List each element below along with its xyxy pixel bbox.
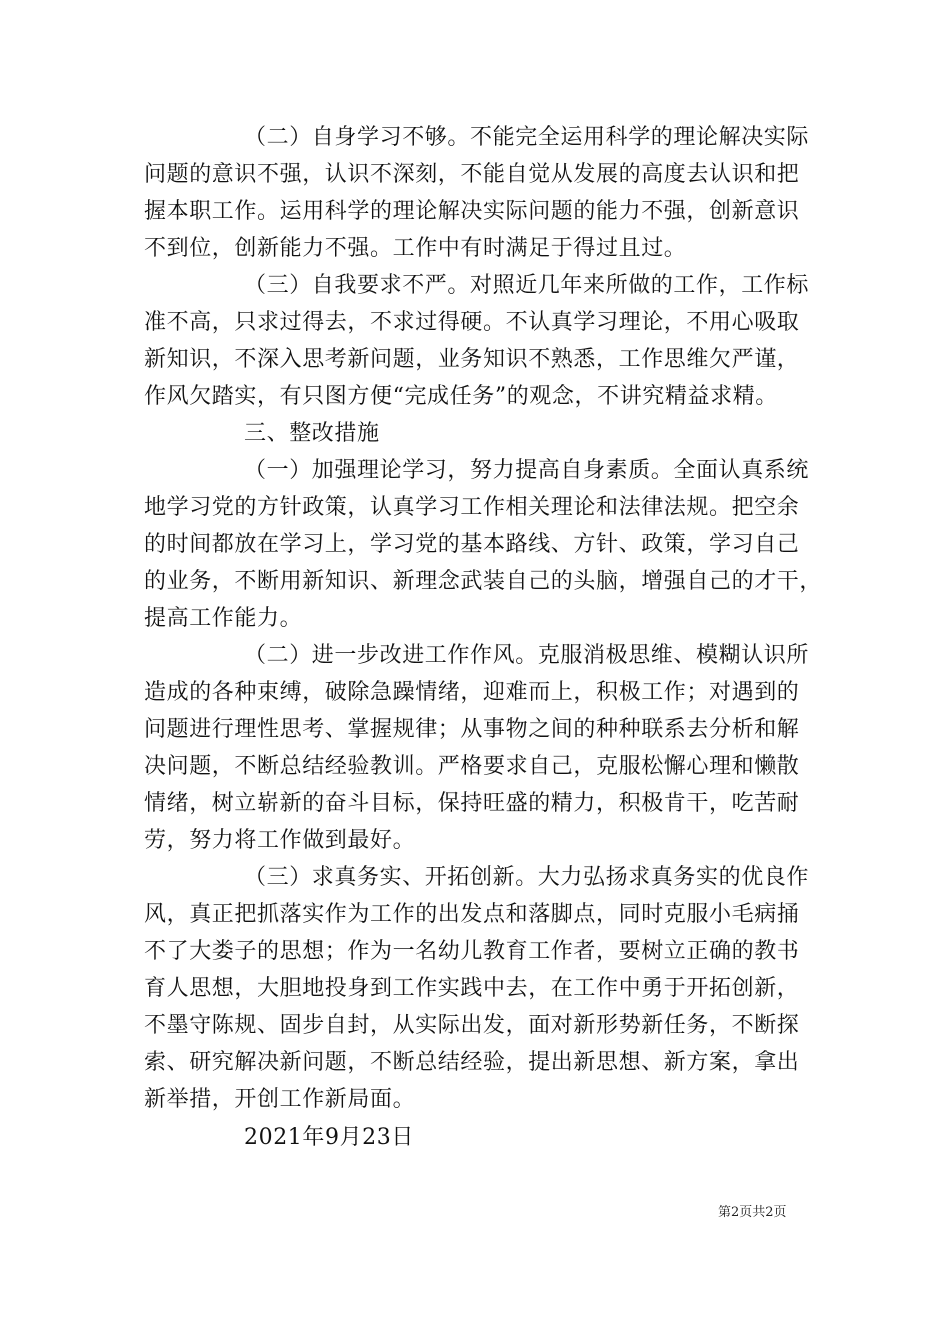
- measure-1-line-2: 地学习党的方针政策，认真学习工作相关理论和法律法规。把空余: [144, 495, 800, 520]
- section-heading: 三、整改措施: [244, 421, 380, 446]
- measure-3-line-2: 风，真正把抓落实作为工作的出发点和落脚点，同时克服小毛病捅: [144, 902, 800, 927]
- measure-3-line-1: （三）求真务实、开拓创新。大力弘扬求真务实的优良作: [244, 865, 810, 890]
- document-date: 2021年9月23日: [244, 1125, 414, 1150]
- measure-2-line-1: （二）进一步改进工作作风。克服消极思维、模糊认识所: [244, 643, 810, 668]
- paragraph-3-line-1: （三）自我要求不严。对照近几年来所做的工作，工作标: [244, 273, 810, 298]
- measure-3-line-5: 不墨守陈规、固步自封，从实际出发，面对新形势新任务，不断探: [144, 1013, 800, 1038]
- paragraph-2-line-1: （二）自身学习不够。不能完全运用科学的理论解决实际: [244, 125, 810, 150]
- measure-2-line-2: 造成的各种束缚，破除急躁情绪，迎难而上，积极工作；对遇到的: [144, 680, 800, 705]
- paragraph-2-line-3: 握本职工作。运用科学的理论解决实际问题的能力不强，创新意识: [144, 199, 800, 224]
- measure-1-line-1: （一）加强理论学习，努力提高自身素质。全面认真系统: [244, 458, 810, 483]
- measure-2-line-6: 劳，努力将工作做到最好。: [144, 828, 416, 853]
- measure-2-line-4: 决问题，不断总结经验教训。严格要求自己，克服松懈心理和懒散: [144, 754, 800, 779]
- paragraph-2-line-4: 不到位，创新能力不强。工作中有时满足于得过且过。: [144, 236, 687, 261]
- measure-3-line-7: 新举措，开创工作新局面。: [144, 1087, 416, 1112]
- paragraph-3-line-2: 准不高，只求过得去，不求过得硬。不认真学习理论，不用心吸取: [144, 310, 800, 335]
- paragraph-3-line-4: 作风欠踏实，有只图方便“完成任务”的观念，不讲究精益求精。: [144, 384, 778, 409]
- measure-3-line-3: 不了大娄子的思想；作为一名幼儿教育工作者，要树立正确的教书: [144, 939, 800, 964]
- measure-3-line-4: 育人思想，大胆地投身到工作实践中去，在工作中勇于开拓创新，: [144, 976, 800, 1001]
- page-number: 第2页共2页: [718, 1205, 787, 1220]
- measure-3-line-6: 索、研究解决新问题，不断总结经验，提出新思想、新方案，拿出: [144, 1050, 800, 1075]
- measure-1-line-4: 的业务，不断用新知识、新理念武装自己的头脑，增强自己的才干，: [144, 569, 823, 594]
- measure-1-line-5: 提高工作能力。: [144, 606, 303, 631]
- paragraph-2-line-2: 问题的意识不强，认识不深刻，不能自觉从发展的高度去认识和把: [144, 162, 800, 187]
- measure-1-line-3: 的时间都放在学习上，学习党的基本路线、方针、政策，学习自己: [144, 532, 800, 557]
- measure-2-line-3: 问题进行理性思考、掌握规律；从事物之间的种种联系去分析和解: [144, 717, 800, 742]
- measure-2-line-5: 情绪，树立崭新的奋斗目标，保持旺盛的精力，积极肯干，吃苦耐: [144, 791, 800, 816]
- paragraph-3-line-3: 新知识，不深入思考新问题，业务知识不熟悉，工作思维欠严谨，: [144, 347, 800, 372]
